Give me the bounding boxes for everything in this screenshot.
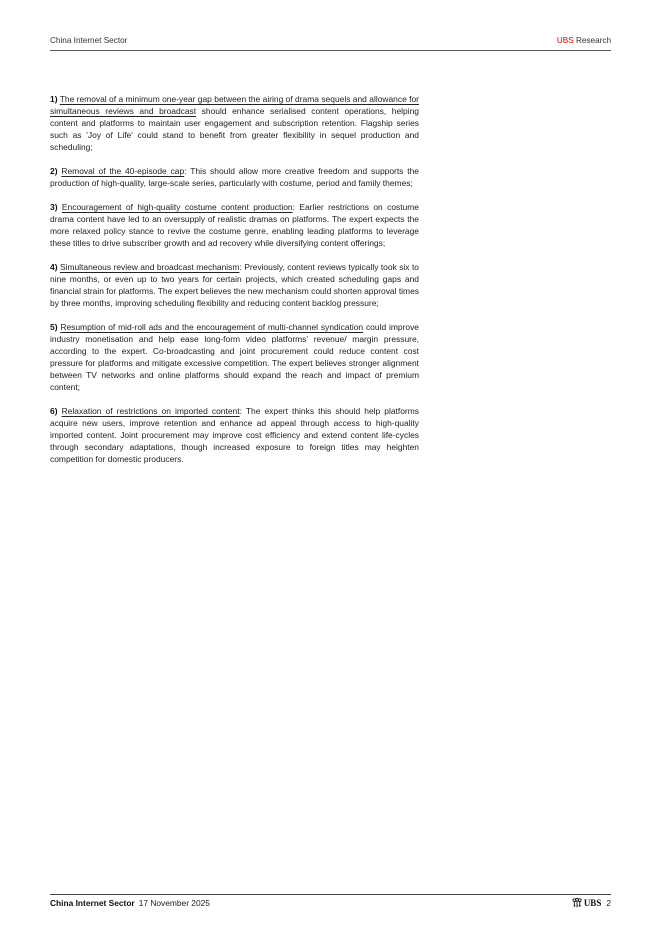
list-item xyxy=(50,321,419,393)
item-number: 5) xyxy=(50,322,58,332)
header-sector-title: China Internet Sector xyxy=(50,36,128,45)
list-item xyxy=(50,201,419,249)
item-number: 3) xyxy=(50,202,58,212)
footer-date: 17 November 2025 xyxy=(138,898,210,908)
item-topic: The removal of a minimum one-year gap between the airing of drama sequels and allowance for simultaneous reviews and broadcast xyxy=(50,94,419,116)
list-item xyxy=(50,405,419,465)
item-number: 4) xyxy=(50,262,58,272)
ubs-logo xyxy=(572,898,602,908)
item-body: should enhance serialised content operations, helping content and platforms to maintain user engagement and subscription retention. Flagship series such as 'Joy of Life' could stand to benefit from greater flexibility in sequel production and scheduling; xyxy=(50,106,419,152)
item-topic: Simultaneous review and broadcast mechanism xyxy=(59,262,240,272)
item-body: : This should allow more creative freedom and supports the production of high-quality, large-scale series, particularly with costume, period and family themes; xyxy=(50,166,419,188)
item-number: 2) xyxy=(50,166,58,176)
footer-title: China Internet Sector xyxy=(50,898,135,908)
ubs-keys-icon xyxy=(572,898,582,908)
item-number: 1) xyxy=(50,94,58,104)
logo-text: UBS xyxy=(583,898,602,908)
footer-info xyxy=(50,898,210,908)
item-body: : Earlier restrictions on costume drama content have led to an oversupply of realistic dramas on platforms. The expert expects the more relaxed policy stance to revive the costume genre, enabling leading platforms to leverage these titles to drive subscriber growth and ad recovery while diversifying content offerings; xyxy=(50,202,419,248)
page-number: 2 xyxy=(606,898,611,908)
page-header xyxy=(50,36,611,51)
list-item xyxy=(50,261,419,309)
item-number: 6) xyxy=(50,406,58,416)
item-topic: Resumption of mid-roll ads and the encouragement of multi-channel syndication xyxy=(60,322,364,332)
header-brand-ubs: UBS xyxy=(556,36,574,45)
footer-right xyxy=(572,898,611,908)
header-brand xyxy=(557,36,611,45)
item-body: : The expert thinks this should help platforms acquire new users, improve retention and enhance ad appeal through access to high-quality imported content. Joint procurement may improve cost efficiency and extend content life-cycles through secondary adaptations, though increased exposure to foreign titles may heighten competition for domestic producers. xyxy=(50,406,419,464)
list-item xyxy=(50,165,419,189)
item-body: could improve industry monetisation and help ease long-form video platforms' revenue/ margin pressure, according to the expert. Co-broadcasting and joint procurement could reduce content cost pressure for platforms and mitigate excessive competition. The expert believes stronger alignment between TV networks and online platforms should expand the reach and impact of premium content; xyxy=(50,322,419,392)
item-body: : Previously, content reviews typically took six to nine months, or even up to two years for certain projects, which created scheduling gaps and financial strain for platforms. The expert believes the new mechanism could shorten approval times by three months, improving scheduling flexibility and reducing content backlog pressure; xyxy=(50,262,419,308)
item-topic: Removal of the 40-episode cap xyxy=(61,166,185,176)
list-item xyxy=(50,93,419,153)
page-footer xyxy=(50,894,611,911)
header-brand-research: Research xyxy=(575,36,611,45)
item-topic: Relaxation of restrictions on imported content xyxy=(61,406,240,416)
main-content xyxy=(50,93,419,477)
item-topic: Encouragement of high-quality costume content production xyxy=(61,202,293,212)
